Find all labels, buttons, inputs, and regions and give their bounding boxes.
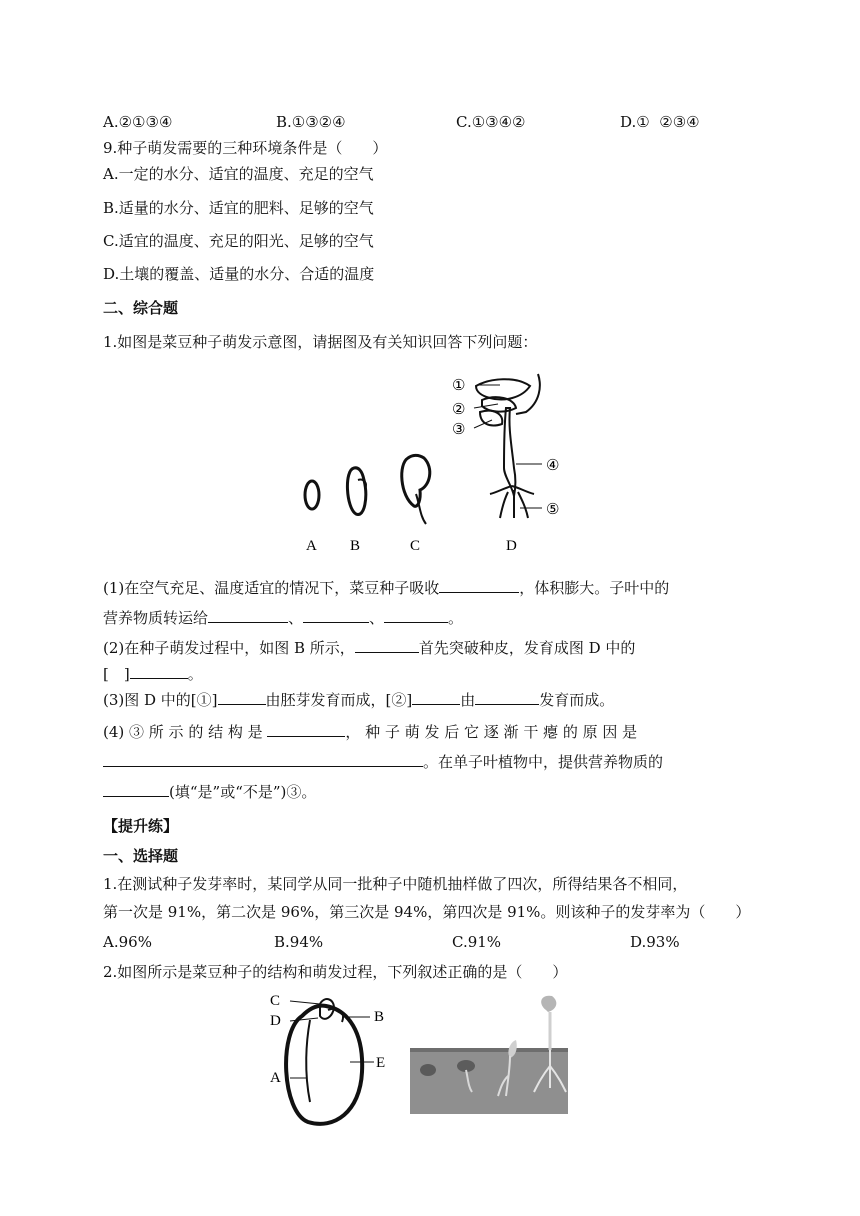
figure2-label-b: B <box>374 1009 385 1025</box>
section-title-advanced: 【提升练】 <box>103 817 179 835</box>
section-title-comprehensive: 二、综合题 <box>103 299 179 317</box>
q1-part2-line1: (2)在种子萌发过程中，如图 B 所示， 首先突破种皮，发育成图 D 中的 <box>103 639 636 657</box>
t1-option-c: C.91% <box>452 933 502 951</box>
t1-line1: 1.在测试种子发芽率时，某同学从同一批种子中随机抽样做了四次，所得结果各不相同， <box>103 875 688 893</box>
q1-part2-line2: [ ] 。 <box>103 665 203 683</box>
q1-part1-line2: 营养物质转运给 、 、 。 <box>103 609 464 627</box>
figure1-stage-d: D <box>506 538 517 554</box>
figure2-label-e: E <box>376 1055 386 1071</box>
q9-option-a: A.一定的水分、适宜的温度、充足的空气 <box>103 165 374 183</box>
q1-part4-line1: (4) ③ 所 示 的 结 构 是 ， 种 子 萌 发 后 它 逐 渐 干 瘪 的 原 因 是 <box>103 723 638 741</box>
figure1-label-2: ② <box>452 402 466 418</box>
t1-option-d: D.93% <box>630 933 680 951</box>
figure1-label-3: ③ <box>452 422 466 438</box>
q1-part3: (3)图 D 中的[①] 由胚芽发育而成，[②] 由 发育而成。 <box>103 691 615 709</box>
seed-structure-figure <box>262 992 574 1128</box>
q1-part4-line2: 。在单子叶植物中，提供营养物质的 <box>103 752 663 772</box>
t1-option-a: A.96% <box>103 933 152 951</box>
bean-germination-figure <box>290 368 580 558</box>
q8-option-b: B.①③②④ <box>276 113 346 131</box>
q1-part1-line1: (1)在空气充足、温度适宜的情况下，菜豆种子吸收 ，体积膨大。子叶中的 <box>103 579 670 597</box>
figure1-label-1: ① <box>452 378 466 394</box>
figure1-label-4: ④ <box>546 458 560 474</box>
figure1-stage-b: B <box>350 538 361 554</box>
figure1-stage-a: A <box>306 538 317 554</box>
t1-line2: 第一次是 91%，第二次是 96%，第三次是 94%，第四次是 91%。则该种子的发芽率为（ ） <box>103 903 751 921</box>
t2-stem: 2.如图所示是菜豆种子的结构和萌发过程，下列叙述正确的是（ ） <box>103 963 568 981</box>
q9-option-c: C.适宜的温度、充足的阳光、足够的空气 <box>103 232 374 250</box>
figure2-label-d: D <box>270 1013 281 1029</box>
t1-option-b: B.94% <box>274 933 324 951</box>
section-title-choice: 一、选择题 <box>103 847 179 865</box>
q9-option-b: B.适量的水分、适宜的肥料、足够的空气 <box>103 199 374 217</box>
q9-option-d: D.土壤的覆盖、适量的水分、合适的温度 <box>103 265 375 283</box>
figure2-label-c: C <box>270 993 281 1009</box>
q1-part4-line3: (填“是”或“不是”)③。 <box>103 782 316 802</box>
q1-stem: 1.如图是菜豆种子萌发示意图，请据图及有关知识回答下列问题： <box>103 333 538 351</box>
q9-stem: 9.种子萌发需要的三种环境条件是（ ） <box>103 139 388 157</box>
figure1-label-5: ⑤ <box>546 502 560 518</box>
figure2-label-a: A <box>270 1070 281 1086</box>
q8-option-c: C.①③④② <box>456 113 526 131</box>
q8-option-a: A.②①③④ <box>103 113 173 131</box>
figure1-stage-c: C <box>410 538 421 554</box>
q8-option-d: D.① ②③④ <box>620 113 700 131</box>
